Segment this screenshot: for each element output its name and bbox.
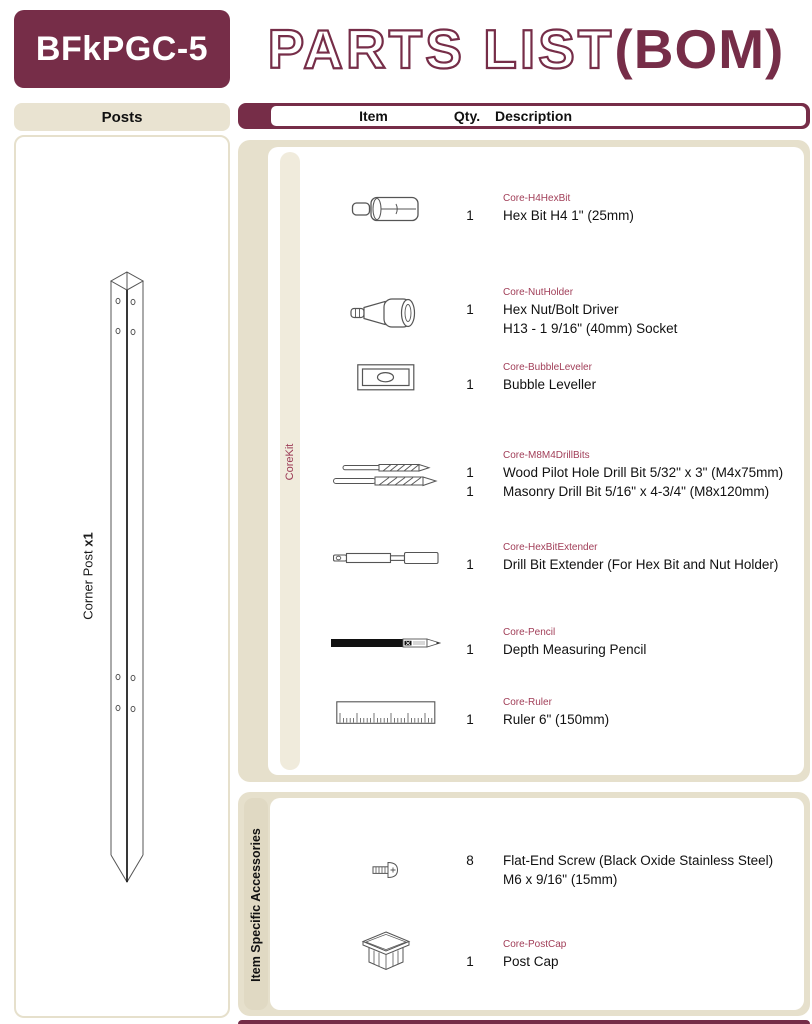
bom-row-bit-extender	[268, 541, 804, 574]
qty-value: 1	[466, 302, 474, 317]
qty-value: 1	[466, 377, 474, 392]
item-description: Flat-End Screw (Black Oxide Stainless Steel)	[503, 853, 774, 868]
corekit-label: CoreKit	[284, 443, 296, 481]
item-icon-cell	[268, 550, 448, 566]
qty-value: 1	[466, 642, 474, 657]
qty-value: 1	[466, 208, 474, 223]
qty-cell	[448, 192, 492, 225]
bom-row-post-cap	[268, 931, 804, 977]
page-title-outline: PARTS LIST	[267, 18, 615, 80]
item-description: Wood Pilot Hole Drill Bit 5/32" x 3" (M4x75mm)	[503, 465, 784, 480]
qty-cell	[448, 361, 492, 394]
part-code: Core-NutHolder	[503, 287, 574, 298]
qty-value: 1	[466, 953, 474, 969]
qty-cell	[448, 541, 492, 574]
post-cap-icon	[361, 931, 411, 977]
bubble-level-icon	[357, 364, 415, 392]
page-title	[244, 10, 808, 88]
qty-value: 1	[466, 557, 474, 572]
desc-cell	[492, 361, 804, 394]
item-icon-cell	[268, 195, 448, 223]
part-code: Core-BubbleLeveler	[503, 362, 592, 373]
bom-row-ruler	[268, 696, 804, 729]
next-section-bar	[238, 1020, 810, 1024]
desc-cell	[492, 851, 804, 889]
item-description: Hex Bit H4 1" (25mm)	[503, 208, 634, 223]
page-title-suffix: (BOM)	[614, 18, 785, 80]
posts-section-header	[14, 103, 230, 131]
accessories-section	[238, 792, 810, 1016]
qty-cell	[448, 449, 492, 501]
posts-panel	[14, 135, 230, 1018]
accessories-label: Item Specific Accessories	[249, 828, 263, 982]
drill-bits-icon	[333, 462, 439, 488]
bom-row-flat-end-screw	[268, 851, 804, 889]
qty-cell	[448, 938, 492, 971]
pencil-icon	[331, 637, 441, 649]
bom-row-nut-holder	[268, 286, 804, 338]
desc-cell	[492, 449, 804, 501]
ruler-icon	[336, 701, 436, 725]
corner-post-drawing-icon	[14, 135, 230, 1018]
qty-cell	[448, 851, 492, 889]
qty-cell	[448, 286, 492, 338]
item-icon-cell	[268, 364, 448, 392]
nut-driver-icon	[350, 295, 422, 330]
desc-cell	[492, 286, 804, 338]
item-icon-cell	[268, 701, 448, 725]
column-item: Item	[359, 108, 388, 124]
corner-post-qty: x1	[80, 532, 96, 547]
bom-table-header-inner	[271, 106, 806, 126]
model-badge	[14, 10, 230, 88]
qty-cell	[448, 696, 492, 729]
bit-extender-icon	[333, 550, 439, 566]
posts-title: Posts	[101, 108, 143, 126]
bom-row-bubble-leveller	[268, 361, 804, 394]
part-code: Core-Ruler	[503, 697, 552, 708]
part-code: Core-H4HexBit	[503, 193, 571, 204]
item-description: Drill Bit Extender (For Hex Bit and Nut Holder)	[503, 557, 779, 572]
item-description: Ruler 6" (150mm)	[503, 712, 610, 727]
hex-bit-icon	[351, 195, 421, 223]
bom-row-pencil	[268, 626, 804, 659]
part-code: Core-HexBitExtender	[503, 542, 598, 553]
item-icon-cell	[268, 462, 448, 488]
item-icon-cell	[268, 931, 448, 977]
part-code: Core-M8M4DrillBits	[503, 450, 590, 461]
qty-value: 1	[466, 484, 474, 499]
column-qty: Qty.	[453, 108, 481, 124]
item-description: M6 x 9/16" (15mm)	[503, 872, 618, 887]
bom-row-drill-bits	[268, 449, 804, 501]
item-icon-cell	[268, 860, 448, 880]
item-icon-cell	[268, 637, 448, 649]
column-description: Description	[495, 108, 573, 124]
part-code: Core-PostCap	[503, 938, 567, 950]
item-description: Depth Measuring Pencil	[503, 642, 647, 657]
desc-cell	[492, 696, 804, 729]
part-code: Core-Pencil	[503, 627, 556, 638]
qty-cell	[448, 626, 492, 659]
qty-value: 1	[466, 465, 474, 480]
desc-cell	[492, 192, 804, 225]
desc-cell	[492, 938, 804, 971]
desc-cell	[492, 626, 804, 659]
item-description: Masonry Drill Bit 5/16" x 4-3/4" (M8x120mm)	[503, 484, 770, 499]
corner-post-label: Corner Post x1	[80, 532, 96, 620]
item-description: Post Cap	[503, 953, 559, 969]
item-description: Hex Nut/Bolt Driver	[503, 302, 619, 317]
item-description: H13 - 1 9/16" (40mm) Socket	[503, 321, 678, 336]
screw-icon	[372, 860, 400, 880]
item-description: Bubble Leveller	[503, 377, 597, 392]
qty-value	[448, 870, 492, 889]
qty-value	[448, 319, 492, 338]
qty-value: 8	[466, 853, 474, 868]
accessories-panel	[270, 798, 804, 1010]
item-icon-cell	[268, 295, 448, 330]
qty-value: 1	[466, 712, 474, 727]
bom-table-header	[238, 103, 810, 129]
bom-row-hex-bit	[268, 192, 804, 225]
model-code: BFkPGC-5	[35, 29, 209, 68]
desc-cell	[492, 541, 804, 574]
